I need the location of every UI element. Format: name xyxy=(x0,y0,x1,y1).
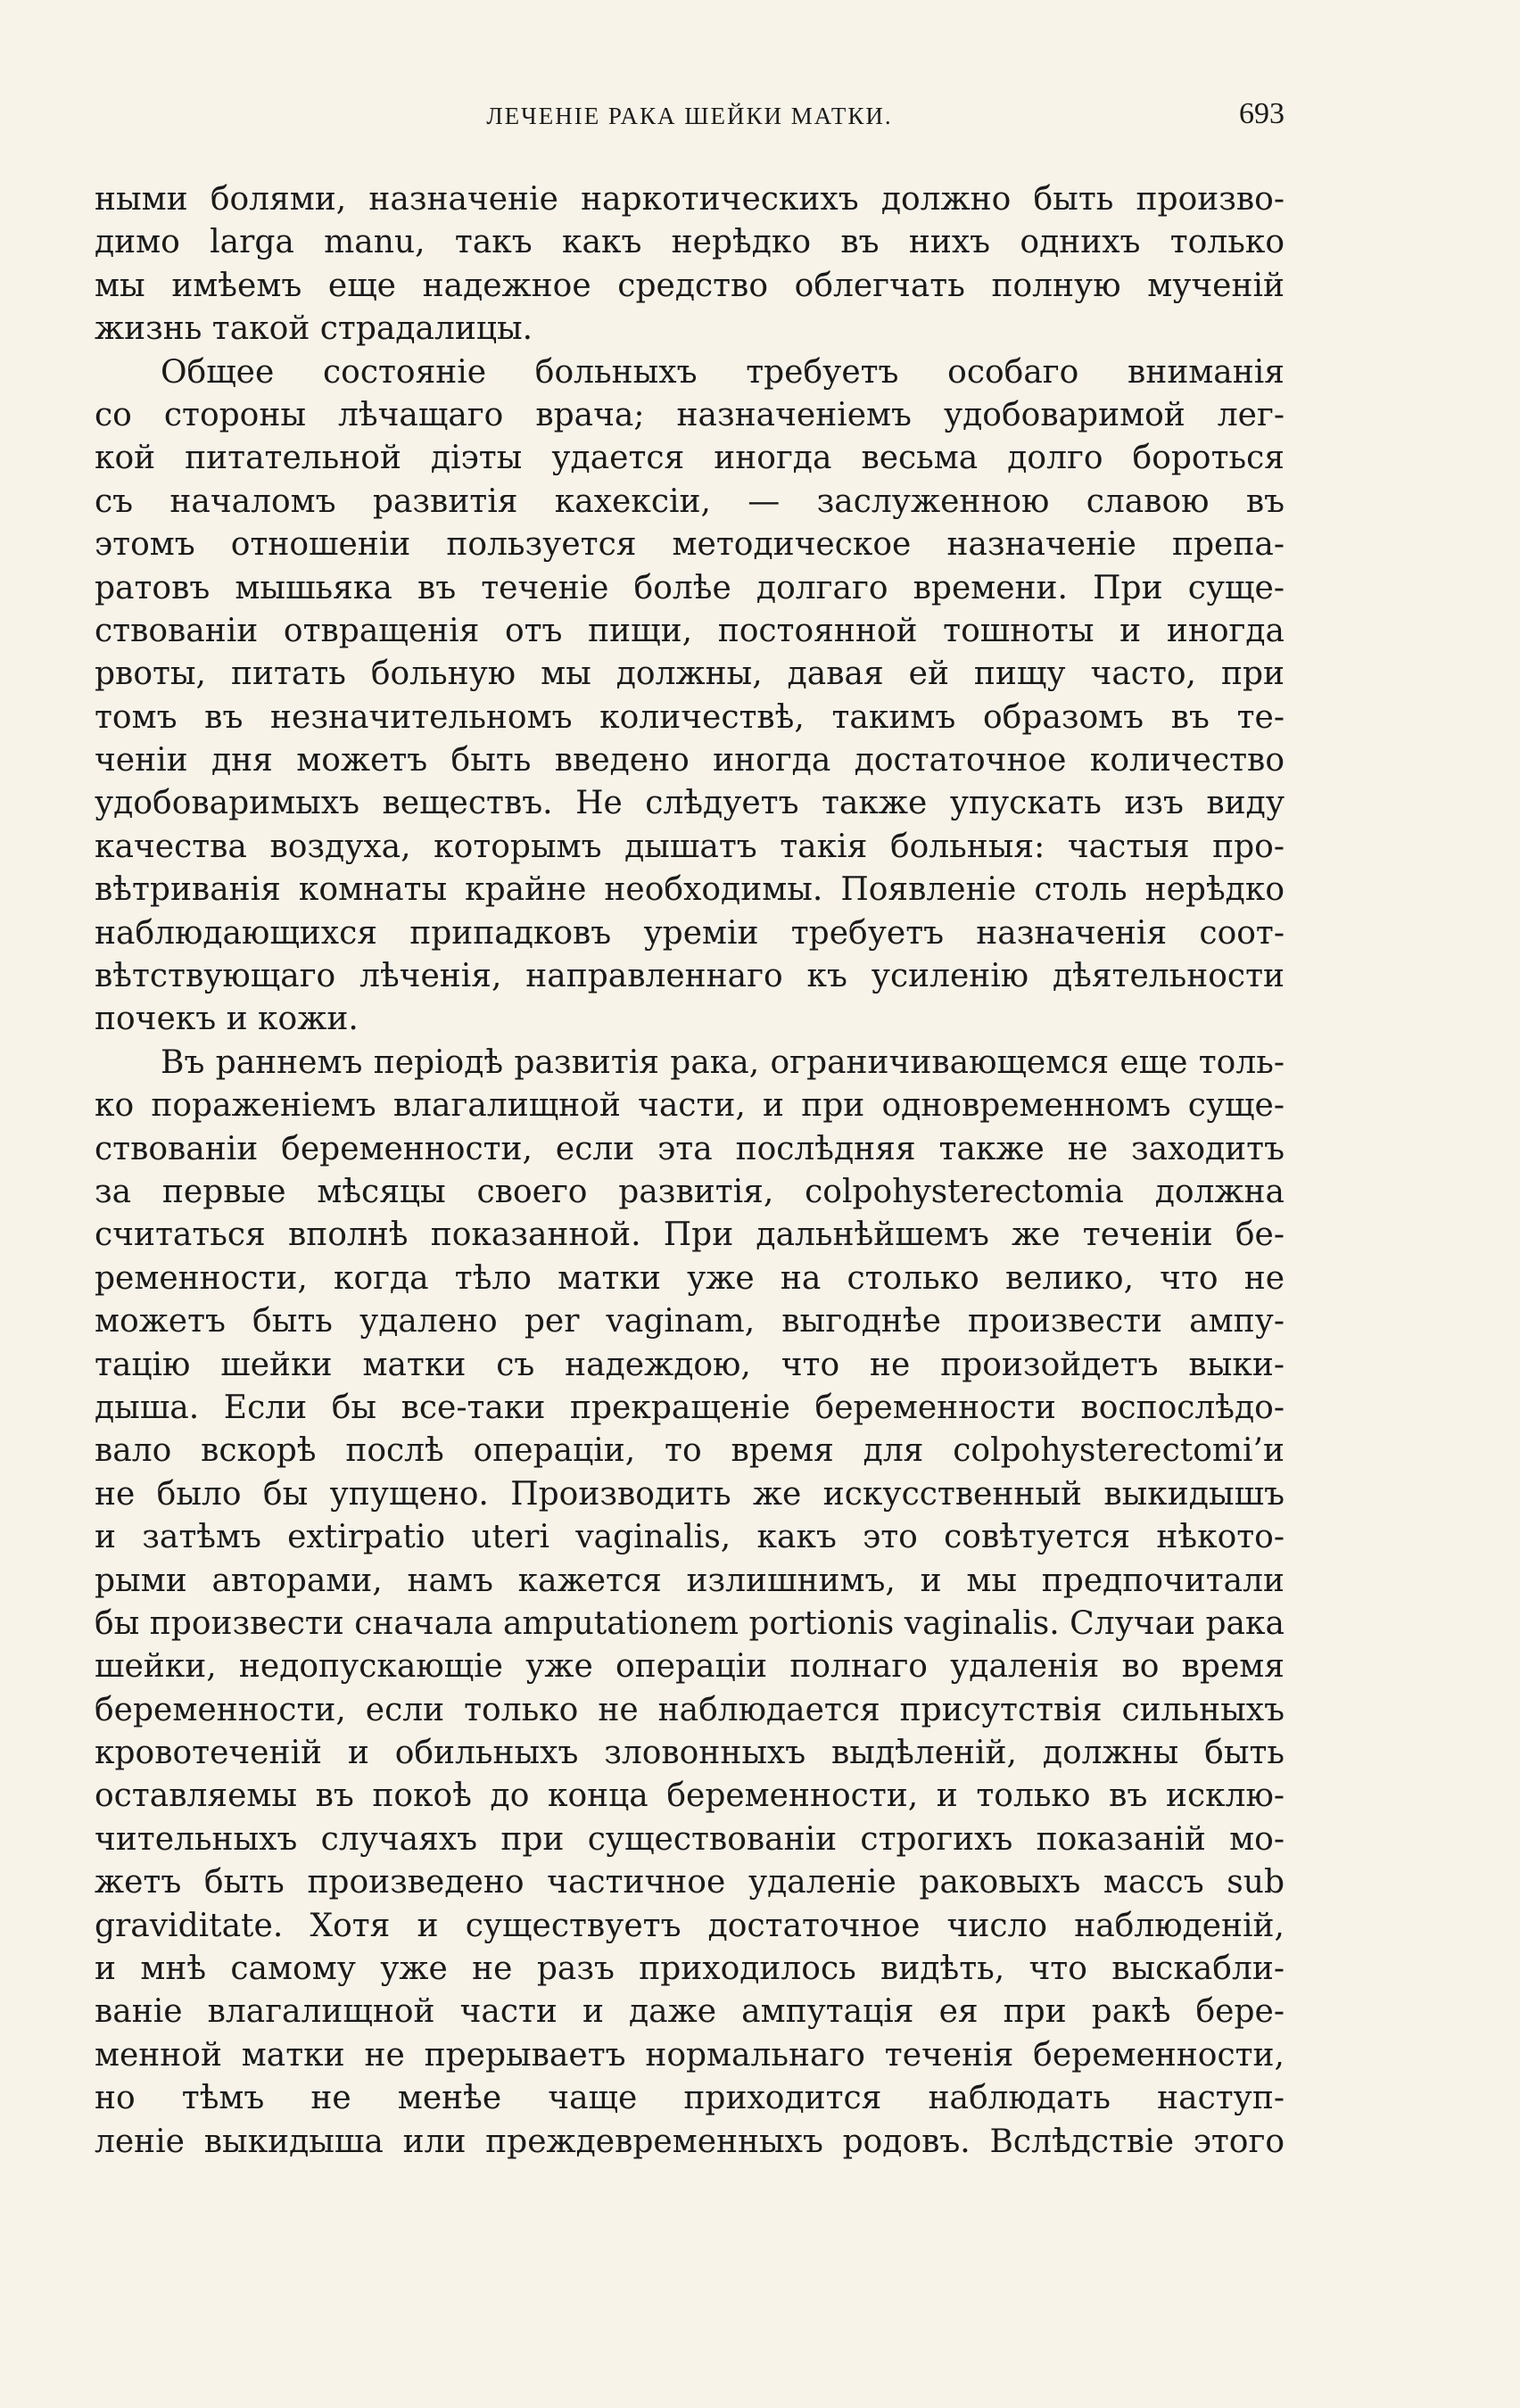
text-line: Въ раннемъ періодѣ развитія рака, ограничивающемся еще толь- xyxy=(161,1043,1285,1081)
text-line: жетъ быть произведено частичное удаленіе раковыхъ массъ sub xyxy=(95,1864,1285,1901)
text-line: считаться вполнѣ показанной. При дальнѣйшемъ же теченіи бе- xyxy=(95,1216,1285,1254)
text-line: за первые мѣсяцы своего развитія, colpohysterectomia должна xyxy=(95,1173,1285,1210)
text-line: вѣтриванія комнаты крайне необходимы. Появленіе столь нерѣдко xyxy=(95,871,1285,909)
text-line: ствованіи отвращенія отъ пищи, постоянной тошноты и иногда xyxy=(95,612,1285,649)
text-line: кровотеченій и обильныхъ зловонныхъ выдѣленій, должны быть xyxy=(95,1735,1285,1772)
text-line: но тѣмъ не менѣе чаще приходится наблюдать наступ- xyxy=(95,2080,1285,2117)
text-line: можетъ быть удалено per vaginam, выгоднѣе произвести ампу- xyxy=(95,1303,1285,1340)
text-line: бы произвести сначала amputationem portionis vaginalis. Случаи рака xyxy=(95,1604,1285,1642)
text-line: этомъ отношеніи пользуется методическое назначеніе препа- xyxy=(95,526,1285,564)
text-line: ратовъ мышьяка въ теченіе болѣе долгаго времени. При суще- xyxy=(95,569,1285,606)
text-line: жизнь такой страдалицы. xyxy=(95,310,533,348)
text-line: почекъ и кожи. xyxy=(95,1001,359,1038)
text-line: ченіи дня можетъ быть введено иногда достаточное количество xyxy=(95,742,1285,779)
text-line: вѣтствующаго лѣченія, направленнаго къ усиленію дѣятельности xyxy=(95,958,1285,995)
text-line: шейки, недопускающіе уже операціи полнаго удаленія во время xyxy=(95,1648,1285,1686)
text-line: мы имѣемъ еще надежное средство облегчать полную мученій xyxy=(95,267,1285,304)
text-line: рвоты, питать больную мы должны, давая ей пищу часто, при xyxy=(95,656,1285,693)
page-number: 693 xyxy=(1239,97,1285,130)
text-line: димо larga manu, такъ какъ нерѣдко въ нихъ однихъ только xyxy=(95,224,1285,261)
text-line: ваніе влагалищной части и даже ампутація ея при ракѣ бере- xyxy=(95,1993,1285,2031)
running-title: ЛЕЧЕНІЕ РАКА ШЕЙКИ МАТКИ. xyxy=(486,103,893,129)
text-line: ременности, когда тѣло матки уже на столько велико, что не xyxy=(95,1259,1285,1297)
text-line: кой питательной діэты удается иногда весьма долго бороться xyxy=(95,440,1285,477)
text-line: беременности, если только не наблюдается присутствія сильныхъ xyxy=(95,1691,1285,1728)
text-line: дыша. Если бы все-таки прекращеніе беременности воспослѣдо- xyxy=(95,1389,1285,1426)
text-line: наблюдающихся припадковъ уреміи требуетъ назначенія соот- xyxy=(95,914,1285,952)
body-text xyxy=(95,178,1285,2164)
text-line: оставляемы въ покоѣ до конца беременности, и только въ исклю- xyxy=(95,1777,1285,1815)
text-line: Общее состояніе больныхъ требуетъ особаго вниманія xyxy=(161,353,1285,391)
running-head xyxy=(95,94,1285,147)
text-line: качества воздуха, которымъ дышатъ такія больныя: частыя про- xyxy=(95,828,1285,865)
text-line: ными болями, назначеніе наркотическихъ должно быть произво- xyxy=(95,181,1285,218)
text-line: и затѣмъ extirpatio uteri vaginalis, какъ это совѣтуется нѣкото- xyxy=(95,1519,1285,1556)
text-line: не было бы упущено. Производить же искусственный выкидышъ xyxy=(95,1475,1285,1513)
text-line: менной матки не прерываетъ нормальнаго теченія беременности, xyxy=(95,2036,1285,2074)
text-line: ствованіи беременности, если эта послѣдняя также не заходитъ xyxy=(95,1130,1285,1167)
text-line: леніе выкидыша или преждевременныхъ родовъ. Вслѣдствіе этого xyxy=(95,2123,1285,2160)
text-line: рыми авторами, намъ кажется излишнимъ, и мы предпочитали xyxy=(95,1562,1285,1599)
text-line: graviditate. Хотя и существуетъ достаточное число наблюденій, xyxy=(95,1907,1285,1944)
text-line: ко пораженіемъ влагалищной части, и при одновременномъ суще- xyxy=(95,1087,1285,1125)
text-line: вало вскорѣ послѣ операціи, то время для colpohysterectomi’и xyxy=(95,1432,1285,1470)
text-line: съ началомъ развитія кахексіи, — заслуженною славою въ xyxy=(95,482,1285,520)
text-line: тацію шейки матки съ надеждою, что не произойдетъ выки- xyxy=(95,1346,1285,1383)
text-line: и мнѣ самому уже не разъ приходилось видѣть, что выскабли- xyxy=(95,1950,1285,1988)
text-line: со стороны лѣчащаго врача; назначеніемъ удобоваримой лег- xyxy=(95,396,1285,433)
text-line: чительныхъ случаяхъ при существованіи строгихъ показаній мо- xyxy=(95,1820,1285,1858)
text-line: томъ въ незначительномъ количествѣ, такимъ образомъ въ те- xyxy=(95,698,1285,736)
text-line: удобоваримыхъ веществъ. Не слѣдуетъ также упускать изъ виду xyxy=(95,785,1285,822)
